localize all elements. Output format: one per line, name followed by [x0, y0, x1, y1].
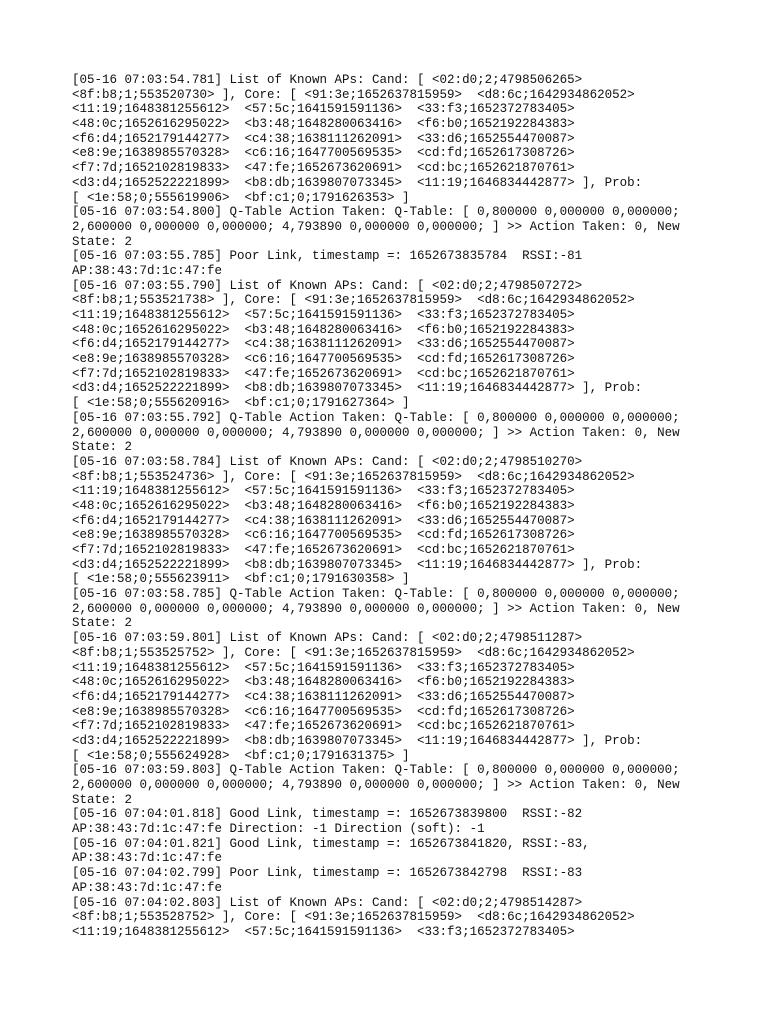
log-line: <e8:9e;1638985570328> <c6:16;1647700569535> <cd:fd;1652617308726> [72, 528, 575, 543]
log-line: 2,600000 0,000000 0,000000; 4,793890 0,000000 0,000000; ] >> Action Taken: 0, New [72, 601, 680, 616]
log-line: [05-16 07:03:59.801] List of Known APs: Cand: [ <02:d0;2;4798511287> [72, 631, 583, 646]
log-line: <48:0c;1652616295022> <b3:48;1648280063416> <f6:b0;1652192284383> [72, 322, 575, 337]
log-line: 2,600000 0,000000 0,000000; 4,793890 0,000000 0,000000; ] >> Action Taken: 0, New [72, 425, 680, 440]
log-line: [05-16 07:04:01.818] Good Link, timestamp =: 1652673839800 RSSI:-82 [72, 807, 583, 822]
log-line: State: 2 [72, 234, 133, 249]
log-line: <11:19;1648381255612> <57:5c;1641591591136> <33:f3;1652372783405> [72, 308, 575, 322]
log-line: [ <1e:58;0;555623911> <bf:c1;0;1791630358> ] [72, 572, 410, 587]
log-line: <48:0c;1652616295022> <b3:48;1648280063416> <f6:b0;1652192284383> [72, 498, 575, 513]
log-line: 2,600000 0,000000 0,000000; 4,793890 0,000000 0,000000; ] >> Action Taken: 0, New [72, 778, 680, 792]
log-line: [05-16 07:03:59.803] Q-Table Action Taken: Q-Table: [ 0,800000 0,000000 0,000000; [72, 763, 680, 778]
log-line: AP:38:43:7d:1c:47:fe Direction: -1 Direction (soft): -1 [72, 822, 485, 837]
log-text-view [72, 73, 752, 940]
log-line: [05-16 07:03:58.785] Q-Table Action Taken: Q-Table: [ 0,800000 0,000000 0,000000; [72, 587, 680, 602]
log-line: <11:19;1648381255612> <57:5c;1641591591136> <33:f3;1652372783405> [72, 924, 575, 939]
log-line: <11:19;1648381255612> <57:5c;1641591591136> <33:f3;1652372783405> [72, 660, 575, 675]
log-line: State: 2 [72, 792, 133, 807]
log-line: [05-16 07:03:54.781] List of Known APs: Cand: [ <02:d0;2;4798506265> [72, 73, 583, 87]
log-line: AP:38:43:7d:1c:47:fe [72, 851, 223, 866]
log-line: [05-16 07:03:55.785] Poor Link, timestamp =: 1652673835784 RSSI:-81 [72, 249, 583, 264]
log-line: <d3:d4;1652522221899> <b8:db;1639807073345> <11:19;1646834442877> ], Prob: [72, 175, 643, 190]
log-line: <8f:b8;1;553520730> ], Core: [ <91:3e;1652637815959> <d8:6c;1642934862052> [72, 87, 635, 102]
log-line: <48:0c;1652616295022> <b3:48;1648280063416> <f6:b0;1652192284383> [72, 675, 575, 690]
log-line: [ <1e:58;0;555619906> <bf:c1;0;1791626353> ] [72, 190, 410, 205]
log-line: <8f:b8;1;553528752> ], Core: [ <91:3e;1652637815959> <d8:6c;1642934862052> [72, 910, 635, 925]
log-line: <f7:7d;1652102819833> <47:fe;1652673620691> <cd:bc;1652621870761> [72, 719, 575, 734]
log-line: <e8:9e;1638985570328> <c6:16;1647700569535> <cd:fd;1652617308726> [72, 352, 575, 367]
log-line: <e8:9e;1638985570328> <c6:16;1647700569535> <cd:fd;1652617308726> [72, 704, 575, 719]
log-line: <8f:b8;1;553521738> ], Core: [ <91:3e;1652637815959> <d8:6c;1642934862052> [72, 293, 635, 308]
log-line: State: 2 [72, 616, 133, 631]
log-line: <8f:b8;1;553524736> ], Core: [ <91:3e;1652637815959> <d8:6c;1642934862052> [72, 469, 635, 484]
log-line: <f6:d4;1652179144277> <c4:38;1638111262091> <33:d6;1652554470087> [72, 689, 575, 704]
log-line: 2,600000 0,000000 0,000000; 4,793890 0,000000 0,000000; ] >> Action Taken: 0, New [72, 219, 680, 234]
log-line: State: 2 [72, 440, 133, 455]
log-line: [05-16 07:03:58.784] List of Known APs: Cand: [ <02:d0;2;4798510270> [72, 454, 583, 469]
log-line: AP:38:43:7d:1c:47:fe [72, 880, 223, 895]
log-line: [05-16 07:03:54.800] Q-Table Action Taken: Q-Table: [ 0,800000 0,000000 0,000000; [72, 205, 680, 220]
log-line: [ <1e:58;0;555624928> <bf:c1;0;1791631375> ] [72, 748, 410, 763]
log-line: [05-16 07:03:55.792] Q-Table Action Taken: Q-Table: [ 0,800000 0,000000 0,000000; [72, 410, 680, 425]
log-line: <8f:b8;1;553525752> ], Core: [ <91:3e;1652637815959> <d8:6c;1642934862052> [72, 645, 635, 660]
log-line: [05-16 07:04:02.803] List of Known APs: Cand: [ <02:d0;2;4798514287> [72, 895, 583, 910]
log-line: <f7:7d;1652102819833> <47:fe;1652673620691> <cd:bc;1652621870761> [72, 161, 575, 176]
log-line: <48:0c;1652616295022> <b3:48;1648280063416> <f6:b0;1652192284383> [72, 117, 575, 132]
log-line: <f6:d4;1652179144277> <c4:38;1638111262091> <33:d6;1652554470087> [72, 513, 575, 528]
log-line: [05-16 07:04:02.799] Poor Link, timestamp =: 1652673842798 RSSI:-83 [72, 866, 583, 881]
log-line: <f6:d4;1652179144277> <c4:38;1638111262091> <33:d6;1652554470087> [72, 131, 575, 146]
log-line: [ <1e:58;0;555620916> <bf:c1;0;1791627364> ] [72, 396, 410, 411]
log-line: <11:19;1648381255612> <57:5c;1641591591136> <33:f3;1652372783405> [72, 102, 575, 117]
log-line: <d3:d4;1652522221899> <b8:db;1639807073345> <11:19;1646834442877> ], Prob: [72, 733, 643, 748]
log-line: <f7:7d;1652102819833> <47:fe;1652673620691> <cd:bc;1652621870761> [72, 543, 575, 557]
log-line: <f7:7d;1652102819833> <47:fe;1652673620691> <cd:bc;1652621870761> [72, 366, 575, 381]
log-line: AP:38:43:7d:1c:47:fe [72, 263, 223, 278]
log-line: <11:19;1648381255612> <57:5c;1641591591136> <33:f3;1652372783405> [72, 484, 575, 499]
log-line: <f6:d4;1652179144277> <c4:38;1638111262091> <33:d6;1652554470087> [72, 337, 575, 352]
log-line: [05-16 07:04:01.821] Good Link, timestamp =: 1652673841820, RSSI:-83, [72, 836, 590, 851]
log-line: <d3:d4;1652522221899> <b8:db;1639807073345> <11:19;1646834442877> ], Prob: [72, 557, 643, 572]
log-line: [05-16 07:03:55.790] List of Known APs: Cand: [ <02:d0;2;4798507272> [72, 278, 583, 293]
log-line: <e8:9e;1638985570328> <c6:16;1647700569535> <cd:fd;1652617308726> [72, 146, 575, 161]
log-line: <d3:d4;1652522221899> <b8:db;1639807073345> <11:19;1646834442877> ], Prob: [72, 381, 643, 396]
